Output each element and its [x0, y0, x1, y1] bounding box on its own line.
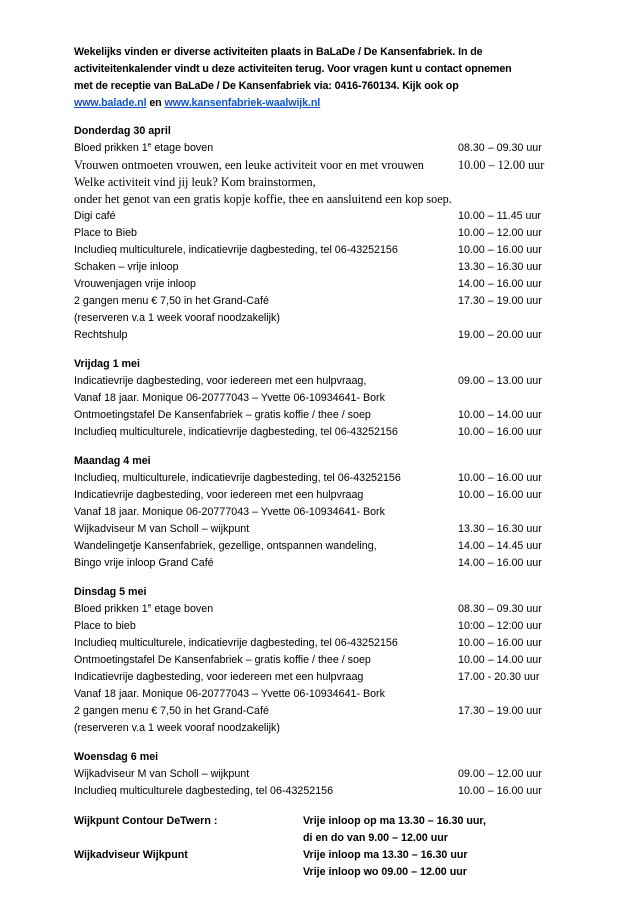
activity-label: Includieq multiculturele dagbesteding, tel 06-43252156 — [74, 784, 334, 797]
day-block — [74, 749, 564, 800]
activity-label: Indicatievrije dagbesteding, voor iedereen met een hulpvraag, — [74, 374, 367, 387]
footer-service-hours: Vrije inloop op ma 13.30 – 16.30 uur, — [303, 814, 486, 827]
activity-label: Includieq multiculturele, indicatievrije dagbesteding, tel 06-43252156 — [74, 425, 398, 438]
activity-row — [74, 390, 564, 407]
activity-row — [74, 242, 564, 259]
activity-time: 08.30 – 09.30 uur — [458, 602, 542, 615]
activity-time: 10.00 – 16.00 uur — [458, 425, 542, 438]
activity-time: 09.00 – 13.00 uur — [458, 374, 542, 387]
activity-row — [74, 504, 564, 521]
activity-row — [74, 310, 564, 327]
activity-label: (reserveren v.a 1 week vooraf noodzakelijk) — [74, 311, 280, 324]
activity-row — [74, 652, 564, 669]
activity-label: Place to Bieb — [74, 226, 137, 239]
intro-conjunction-text: en — [149, 96, 162, 109]
kansenfabriek-website-link[interactable]: www.kansenfabriek-waalwijk.nl — [164, 96, 321, 109]
ordinal-suffix: e — [147, 141, 152, 149]
activity-row — [74, 191, 564, 208]
activity-row — [74, 538, 564, 555]
activity-row — [74, 618, 564, 635]
intro-paragraph — [74, 44, 554, 112]
activity-label: (reserveren v.a 1 week vooraf noodzakelijk) — [74, 721, 280, 734]
activity-label: Vrouwen ontmoeten vrouwen, een leuke activiteit voor en met vrouwen — [74, 157, 424, 172]
activity-label: Bloed prikken 1e etage boven — [74, 602, 214, 615]
activity-time: 10.00 – 16.00 uur — [458, 243, 542, 256]
activity-label: Vanaf 18 jaar. Monique 06-20777043 – Yvette 06-10934641- Bork — [74, 391, 385, 404]
activity-label: Includieq multiculturele, indicatievrije dagbesteding, tel 06-43252156 — [74, 636, 398, 649]
day-title: Woensdag 6 mei — [74, 750, 159, 763]
activity-label: Indicatievrije dagbesteding, voor iedereen met een hulpvraag — [74, 670, 364, 683]
activity-label: Includieq multiculturele, indicatievrije dagbesteding, tel 06-43252156 — [74, 243, 398, 256]
activity-time: 13.30 – 16.30 uur — [458, 522, 542, 535]
activity-time: 10:00 – 12:00 uur — [458, 619, 542, 632]
day-title: Dinsdag 5 mei — [74, 585, 147, 598]
activity-label: Wijkadviseur M van Scholl – wijkpunt — [74, 522, 250, 535]
activity-time: 10.00 – 11.45 uur — [458, 209, 541, 222]
activity-row — [74, 407, 564, 424]
activity-row — [74, 373, 564, 390]
activity-time: 10.00 – 14.00 uur — [458, 408, 542, 421]
activity-label: Schaken – vrije inloop — [74, 260, 179, 273]
activity-time: 17.00 - 20.30 uur — [458, 670, 540, 683]
day-block — [74, 123, 564, 344]
activity-label: Vrouwenjagen vrije inloop — [74, 277, 196, 290]
day-block — [74, 453, 564, 572]
footer-row — [74, 864, 564, 881]
activity-label: Wijkadviseur M van Scholl – wijkpunt — [74, 767, 250, 780]
activity-time: 17.30 – 19.00 uur — [458, 704, 542, 717]
day-blocks-container — [74, 123, 564, 800]
activity-time: 10.00 – 16.00 uur — [458, 471, 542, 484]
footer-service-name: Wijkadviseur Wijkpunt — [74, 848, 188, 861]
activity-row — [74, 686, 564, 703]
activity-row — [74, 703, 564, 720]
ordinal-suffix: e — [147, 602, 152, 610]
activity-time: 14.00 – 16.00 uur — [458, 277, 542, 290]
activity-label: 2 gangen menu € 7,50 in het Grand-Café — [74, 704, 269, 717]
activity-row — [74, 669, 564, 686]
activity-row — [74, 521, 564, 538]
activity-label: onder het genot van een gratis kopje koffie, thee en aansluitend een kop soep. — [74, 191, 452, 206]
activity-label: Digi café — [74, 209, 116, 222]
activity-label: Indicatievrije dagbesteding, voor iedereen met een hulpvraag — [74, 488, 364, 501]
activity-row — [74, 635, 564, 652]
day-title: Donderdag 30 april — [74, 124, 171, 137]
activity-row — [74, 140, 564, 157]
activity-row — [74, 276, 564, 293]
activity-row — [74, 208, 564, 225]
intro-line-3: met de receptie van BaLaDe / De Kansenfabriek via: 0416-760134. Kijk ook op — [74, 79, 459, 92]
activity-time: 13.30 – 16.30 uur — [458, 260, 542, 273]
activity-time: 14.00 – 14.45 uur — [458, 539, 542, 552]
activity-time: 14.00 – 16.00 uur — [458, 556, 542, 569]
activity-time: 10.00 – 16.00 uur — [458, 636, 542, 649]
activity-label: Vanaf 18 jaar. Monique 06-20777043 – Yvette 06-10934641- Bork — [74, 505, 385, 518]
activity-time: 09.00 – 12.00 uur — [458, 767, 542, 780]
intro-line-1: Wekelijks vinden er diverse activiteiten plaats in BaLaDe / De Kansenfabriek. In de — [74, 46, 483, 58]
activity-row — [74, 487, 564, 504]
activity-row — [74, 470, 564, 487]
activity-time: 10.00 – 16.00 uur — [458, 784, 542, 797]
footer-row — [74, 847, 564, 864]
activity-time: 19.00 – 20.00 uur — [458, 328, 542, 341]
activity-time: 10.00 – 14.00 uur — [458, 653, 542, 666]
day-block — [74, 356, 564, 441]
activity-label: 2 gangen menu € 7,50 in het Grand-Café — [74, 294, 269, 307]
activity-row — [74, 174, 564, 191]
day-title: Vrijdag 1 mei — [74, 357, 140, 370]
footer-service-hours: Vrije inloop ma 13.30 – 16.30 uur — [303, 848, 468, 861]
activity-label: Ontmoetingstafel De Kansenfabriek – gratis koffie / thee / soep — [74, 653, 371, 666]
activity-row — [74, 225, 564, 242]
footer-row — [74, 813, 564, 830]
activity-label: Ontmoetingstafel De Kansenfabriek – gratis koffie / thee / soep — [74, 408, 371, 421]
activity-time: 17.30 – 19.00 uur — [458, 294, 542, 307]
activity-row — [74, 783, 564, 800]
activity-time: 08.30 – 09.30 uur — [458, 141, 542, 154]
footer-service-hours: Vrije inloop wo 09.00 – 12.00 uur — [303, 865, 467, 878]
document-content — [74, 44, 564, 881]
day-block — [74, 584, 564, 737]
activity-row — [74, 293, 564, 310]
activity-row — [74, 766, 564, 783]
activity-row — [74, 555, 564, 572]
activity-row — [74, 424, 564, 441]
balade-website-link[interactable]: www.balade.nl — [74, 96, 147, 109]
footer-info-block — [74, 813, 564, 881]
footer-service-name: Wijkpunt Contour DeTwern : — [74, 814, 218, 827]
activity-label: Bingo vrije inloop Grand Café — [74, 556, 214, 569]
activity-row — [74, 157, 564, 174]
activity-row — [74, 327, 564, 344]
activity-row — [74, 720, 564, 737]
activity-label: Includieq, multiculturele, indicatievrije dagbesteding, tel 06-43252156 — [74, 471, 401, 484]
activity-label: Vanaf 18 jaar. Monique 06-20777043 – Yvette 06-10934641- Bork — [74, 687, 385, 700]
activity-label: Bloed prikken 1e etage boven — [74, 141, 214, 154]
day-title: Maandag 4 mei — [74, 454, 151, 467]
intro-line-2: activiteitenkalender vindt u deze activiteiten terug. Voor vragen kunt u contact opnemen — [74, 62, 512, 75]
activity-time: 10.00 – 16.00 uur — [458, 488, 542, 501]
footer-row — [74, 830, 564, 847]
footer-service-hours: di en do van 9.00 – 12.00 uur — [303, 831, 448, 844]
activity-time: 10.00 – 12.00 uur — [458, 226, 542, 239]
activity-time: 10.00 – 12.00 uur — [458, 157, 545, 172]
activity-label: Place to bieb — [74, 619, 136, 632]
activity-label: Rechtshulp — [74, 328, 128, 341]
activity-label: Wandelingetje Kansenfabriek, gezellige, ontspannen wandeling, — [74, 539, 377, 552]
activity-row — [74, 259, 564, 276]
activity-row — [74, 601, 564, 618]
activity-label: Welke activiteit vind jij leuk? Kom brainstormen, — [74, 174, 316, 189]
